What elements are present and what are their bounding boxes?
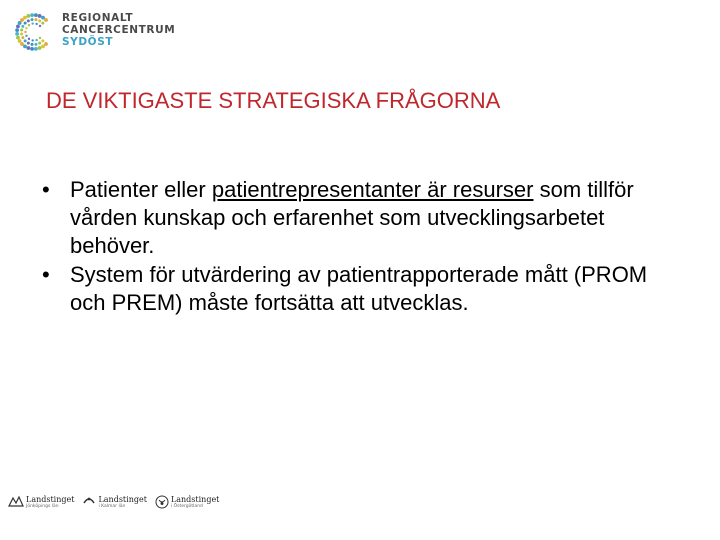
logo-dot bbox=[41, 44, 45, 48]
logo-dot bbox=[21, 25, 24, 28]
logo-dot bbox=[18, 39, 22, 43]
slide-title: DE VIKTIGASTE STRATEGISKA FRÅGORNA bbox=[46, 88, 501, 113]
logo-dot bbox=[39, 37, 41, 39]
logo-dot bbox=[34, 47, 38, 51]
logo-dot bbox=[34, 13, 38, 17]
logo-dot bbox=[18, 21, 22, 25]
logo-dot bbox=[15, 32, 19, 36]
logo-dot bbox=[15, 28, 19, 32]
logo-dot bbox=[28, 38, 30, 40]
logo-dot bbox=[24, 39, 27, 42]
logo-dot bbox=[30, 13, 34, 17]
logo-dot bbox=[35, 23, 37, 25]
logo-dot bbox=[27, 19, 30, 22]
footer-logo-name: Landstinget bbox=[170, 494, 220, 504]
logo-dot bbox=[27, 42, 30, 45]
bullet-item bbox=[38, 261, 678, 317]
bullet-text-post: som tillför vården kunskap och erfarenhet som utvecklingsarbetet behöver. bbox=[70, 177, 634, 258]
logo-dot bbox=[28, 24, 30, 26]
logo-dot bbox=[20, 32, 23, 35]
footer-logo-sub: i Kalmar län bbox=[98, 503, 126, 509]
logo-dot bbox=[35, 39, 37, 41]
bullet-list bbox=[38, 176, 678, 318]
logo-dot bbox=[38, 14, 42, 18]
logo-dot bbox=[44, 18, 48, 22]
logo-dot bbox=[16, 36, 20, 40]
rcc-logo bbox=[14, 12, 175, 52]
logo-dot bbox=[34, 18, 37, 21]
logo-line-2: CANCERCENTRUM bbox=[62, 24, 176, 36]
landstinget-jonkoping-logo-icon bbox=[8, 495, 24, 509]
logo-dot bbox=[39, 25, 41, 27]
logo-dot bbox=[16, 24, 20, 28]
logo-dot bbox=[24, 22, 27, 25]
landstinget-ostergotland-logo bbox=[155, 495, 219, 509]
logo-line-1: REGIONALT bbox=[62, 12, 134, 24]
logo-dot bbox=[31, 18, 34, 21]
logo-dot bbox=[38, 19, 41, 22]
footer-logos bbox=[8, 494, 227, 510]
bullet-marker: • bbox=[42, 177, 50, 202]
bullet-text-pre: Patienter eller bbox=[70, 177, 212, 202]
logo-dot bbox=[23, 44, 27, 48]
logo-dot bbox=[20, 29, 23, 32]
logo-dot bbox=[38, 42, 41, 45]
landstinget-ostergotland-logo-icon bbox=[155, 495, 169, 509]
logo-dot bbox=[21, 36, 24, 39]
footer-logo-sub: Jönköpings län bbox=[26, 503, 59, 509]
logo-dot bbox=[30, 47, 34, 51]
logo-dot bbox=[41, 39, 44, 42]
logo-dot bbox=[44, 42, 48, 46]
logo-dot bbox=[20, 18, 24, 22]
landstinget-kalmar-logo bbox=[82, 494, 146, 510]
logo-dot bbox=[41, 16, 45, 20]
bullet-marker: • bbox=[42, 262, 50, 287]
footer-logo-sub: i Östergötland bbox=[170, 503, 203, 509]
logo-dot bbox=[23, 16, 27, 20]
rcc-dotted-ring-icon bbox=[14, 12, 54, 52]
bullet-text-underlined: patientrepresentanter är resurser bbox=[211, 177, 534, 202]
rcc-logo-text bbox=[62, 12, 175, 48]
logo-line-3: SYDÖST bbox=[62, 36, 114, 48]
logo-dot bbox=[31, 43, 34, 46]
landstinget-jonkoping-logo bbox=[8, 495, 74, 509]
logo-dot bbox=[38, 46, 42, 50]
footer-logo-name: Landstinget bbox=[26, 494, 75, 504]
logo-dot bbox=[26, 46, 30, 50]
logo-dot bbox=[26, 14, 30, 18]
bullet-item bbox=[38, 176, 678, 260]
logo-dot bbox=[31, 39, 33, 41]
logo-dot bbox=[20, 42, 24, 46]
logo-dot bbox=[41, 22, 44, 25]
landstinget-kalmar-logo-icon bbox=[82, 494, 96, 510]
footer-logo-name: Landstinget bbox=[98, 494, 147, 504]
logo-dot bbox=[24, 31, 26, 33]
logo-dot bbox=[31, 22, 33, 24]
logo-dot bbox=[25, 35, 27, 37]
logo-dot bbox=[25, 27, 27, 29]
logo-dot bbox=[34, 43, 37, 46]
bullet-text-pre: System för utvärdering av patientrapporterade mått (PROM och PREM) måste fortsätta att utvecklas. bbox=[70, 262, 648, 315]
